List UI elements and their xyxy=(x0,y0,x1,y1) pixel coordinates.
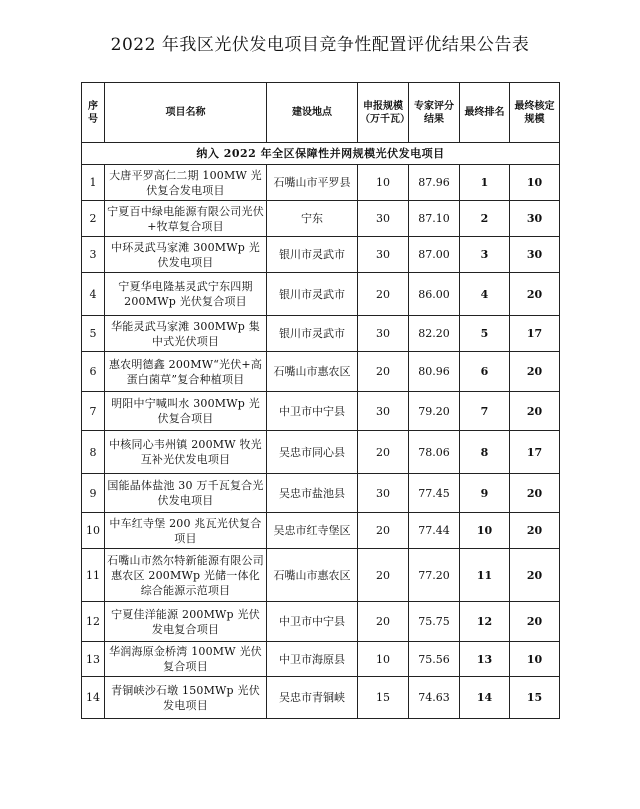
declared-scale: 20 xyxy=(358,602,409,642)
table-row xyxy=(82,392,560,431)
final-scale: 20 xyxy=(510,392,560,431)
final-rank: 7 xyxy=(460,392,510,431)
project-location: 银川市灵武市 xyxy=(267,316,358,352)
project-name: 明阳中宁喊叫水 300MWp 光伏复合项目 xyxy=(105,392,267,431)
expert-score: 87.00 xyxy=(409,237,460,273)
row-index: 3 xyxy=(82,237,105,273)
section-row xyxy=(82,143,560,165)
declared-scale: 30 xyxy=(358,316,409,352)
project-location: 中卫市海原县 xyxy=(267,642,358,677)
expert-score: 86.00 xyxy=(409,273,460,316)
project-location: 中卫市中宁县 xyxy=(267,602,358,642)
header-declared-scale: 申报规模（万千瓦） xyxy=(358,83,409,143)
header-final-rank: 最终排名 xyxy=(460,83,510,143)
declared-scale: 20 xyxy=(358,549,409,602)
final-rank: 6 xyxy=(460,352,510,392)
project-name: 华能灵武马家滩 300MWp 集中式光伏项目 xyxy=(105,316,267,352)
declared-scale: 30 xyxy=(358,201,409,237)
final-scale: 30 xyxy=(510,237,560,273)
row-index: 7 xyxy=(82,392,105,431)
final-scale: 20 xyxy=(510,549,560,602)
declared-scale: 10 xyxy=(358,165,409,201)
results-table xyxy=(81,82,560,719)
expert-score: 74.63 xyxy=(409,677,460,719)
final-rank: 13 xyxy=(460,642,510,677)
final-scale: 10 xyxy=(510,642,560,677)
page-title: 2022 年我区光伏发电项目竞争性配置评优结果公告表 xyxy=(110,35,530,55)
final-scale: 20 xyxy=(510,602,560,642)
table-row xyxy=(82,549,560,602)
project-name: 惠农明德鑫 200MW“光伏+高蛋白菌草”复合种植项目 xyxy=(105,352,267,392)
row-index: 10 xyxy=(82,513,105,549)
table-row xyxy=(82,642,560,677)
expert-score: 77.44 xyxy=(409,513,460,549)
final-scale: 20 xyxy=(510,352,560,392)
final-rank: 2 xyxy=(460,201,510,237)
table-row xyxy=(82,431,560,474)
final-rank: 5 xyxy=(460,316,510,352)
table-row xyxy=(82,316,560,352)
table-row xyxy=(82,273,560,316)
expert-score: 87.10 xyxy=(409,201,460,237)
declared-scale: 30 xyxy=(358,392,409,431)
project-location: 中卫市中宁县 xyxy=(267,392,358,431)
project-name: 宁夏佳洋能源 200MWp 光伏发电复合项目 xyxy=(105,602,267,642)
header-final-scale: 最终核定规模 xyxy=(510,83,560,143)
project-location: 吴忠市青铜峡 xyxy=(267,677,358,719)
expert-score: 79.20 xyxy=(409,392,460,431)
final-scale: 30 xyxy=(510,201,560,237)
project-location: 吴忠市红寺堡区 xyxy=(267,513,358,549)
table-row xyxy=(82,602,560,642)
table-row xyxy=(82,201,560,237)
project-name: 中环灵武马家滩 300MWp 光伏发电项目 xyxy=(105,237,267,273)
final-scale: 10 xyxy=(510,165,560,201)
table-row xyxy=(82,513,560,549)
header-location: 建设地点 xyxy=(267,83,358,143)
section-title: 纳入 2022 年全区保障性并网规模光伏发电项目 xyxy=(82,143,560,165)
final-rank: 3 xyxy=(460,237,510,273)
row-index: 5 xyxy=(82,316,105,352)
row-index: 13 xyxy=(82,642,105,677)
declared-scale: 20 xyxy=(358,273,409,316)
final-rank: 4 xyxy=(460,273,510,316)
row-index: 6 xyxy=(82,352,105,392)
project-name: 大唐平罗高仁二期 100MW 光伏复合发电项目 xyxy=(105,165,267,201)
project-name: 华润海原金桥湾 100MW 光伏复合项目 xyxy=(105,642,267,677)
project-location: 银川市灵武市 xyxy=(267,237,358,273)
final-scale: 17 xyxy=(510,316,560,352)
project-location: 石嘴山市平罗县 xyxy=(267,165,358,201)
expert-score: 75.75 xyxy=(409,602,460,642)
expert-score: 80.96 xyxy=(409,352,460,392)
table-row xyxy=(82,677,560,719)
row-index: 1 xyxy=(82,165,105,201)
header-expert-score: 专家评分结果 xyxy=(409,83,460,143)
final-scale: 20 xyxy=(510,273,560,316)
header-index: 序号 xyxy=(82,83,105,143)
project-location: 宁东 xyxy=(267,201,358,237)
project-name: 石嘴山市然尔特新能源有限公司惠农区 200MWp 光储一体化综合能源示范项目 xyxy=(105,549,267,602)
project-location: 吴忠市盐池县 xyxy=(267,474,358,513)
declared-scale: 30 xyxy=(358,474,409,513)
declared-scale: 30 xyxy=(358,237,409,273)
project-name: 青铜峡沙石墩 150MWp 光伏发电项目 xyxy=(105,677,267,719)
project-location: 吴忠市同心县 xyxy=(267,431,358,474)
final-rank: 12 xyxy=(460,602,510,642)
final-rank: 10 xyxy=(460,513,510,549)
table-row xyxy=(82,165,560,201)
row-index: 4 xyxy=(82,273,105,316)
project-location: 石嘴山市惠农区 xyxy=(267,352,358,392)
expert-score: 87.96 xyxy=(409,165,460,201)
table-row xyxy=(82,237,560,273)
expert-score: 75.56 xyxy=(409,642,460,677)
row-index: 14 xyxy=(82,677,105,719)
project-name: 中车红寺堡 200 兆瓦光伏复合项目 xyxy=(105,513,267,549)
final-scale: 20 xyxy=(510,513,560,549)
declared-scale: 10 xyxy=(358,642,409,677)
expert-score: 77.20 xyxy=(409,549,460,602)
row-index: 12 xyxy=(82,602,105,642)
final-rank: 8 xyxy=(460,431,510,474)
final-rank: 11 xyxy=(460,549,510,602)
final-rank: 14 xyxy=(460,677,510,719)
final-scale: 15 xyxy=(510,677,560,719)
header-row xyxy=(82,83,560,143)
table-row xyxy=(82,474,560,513)
declared-scale: 15 xyxy=(358,677,409,719)
final-scale: 20 xyxy=(510,474,560,513)
project-location: 银川市灵武市 xyxy=(267,273,358,316)
declared-scale: 20 xyxy=(358,431,409,474)
expert-score: 82.20 xyxy=(409,316,460,352)
row-index: 2 xyxy=(82,201,105,237)
final-rank: 1 xyxy=(460,165,510,201)
project-name: 宁夏百中绿电能源有限公司光伏+牧草复合项目 xyxy=(105,201,267,237)
row-index: 9 xyxy=(82,474,105,513)
row-index: 11 xyxy=(82,549,105,602)
expert-score: 77.45 xyxy=(409,474,460,513)
project-name: 国能晶体盐池 30 万千瓦复合光伏发电项目 xyxy=(105,474,267,513)
declared-scale: 20 xyxy=(358,352,409,392)
table-row xyxy=(82,352,560,392)
project-name: 宁夏华电隆基灵武宁东四期 200MWp 光伏复合项目 xyxy=(105,273,267,316)
header-project-name: 项目名称 xyxy=(105,83,267,143)
declared-scale: 20 xyxy=(358,513,409,549)
project-name: 中核同心韦州镇 200MW 牧光互补光伏发电项目 xyxy=(105,431,267,474)
project-location: 石嘴山市惠农区 xyxy=(267,549,358,602)
expert-score: 78.06 xyxy=(409,431,460,474)
final-scale: 17 xyxy=(510,431,560,474)
final-rank: 9 xyxy=(460,474,510,513)
row-index: 8 xyxy=(82,431,105,474)
